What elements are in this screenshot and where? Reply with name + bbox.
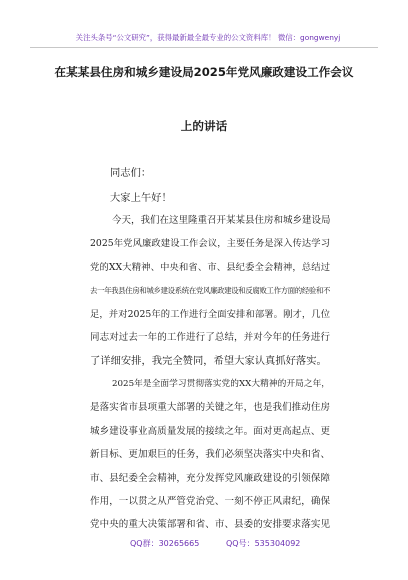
- paragraph-line: 党中央的重大决策部署和省、市、县委的安排要求落实见: [90, 519, 330, 530]
- document-title-continued: 上的讲话: [180, 119, 228, 133]
- paragraph-line: 2025年党风廉政建设工作会议，主要任务是深入传达学习: [90, 238, 330, 249]
- paragraph-line: 足，并对2025年的工作进行全面安排和部署。刚才，几位: [90, 309, 330, 320]
- greeting: 大家上午好！: [110, 192, 172, 204]
- paragraph-line: 市、县纪委全会精神，充分发挥党风廉政建设的引领保障: [90, 473, 330, 484]
- paragraph-line: 作用，一以贯之从严管党治党、一刻不停正风肃纪，确保: [90, 496, 330, 507]
- paragraph-line: 了详细安排，我完全赞同，希望大家认真抓好落实。: [90, 355, 327, 367]
- footer-qq-number: QQ号：535304092: [226, 539, 301, 548]
- paragraph-line: 是落实省市县项重大部署的关键之年，也是我们推动住房: [90, 402, 330, 413]
- paragraph-line: 同志对过去一年的工作进行了总结，并对今年的任务进行: [90, 332, 330, 343]
- salutation: 同志们：: [110, 167, 152, 179]
- paragraph-line: 去一年我县住房和城乡建设系统在党风廉政建设和反腐败工作方面的经验和不: [90, 286, 330, 295]
- paragraph-line: 今天，我们在这里隆重召开某某县住房和城乡建设局: [112, 215, 331, 226]
- footer-qq-group: QQ群：30265665: [130, 539, 200, 548]
- header-divider: [30, 47, 378, 48]
- document-title: 在某某县住房和城乡建设局2025年党风廉政建设工作会议: [54, 65, 354, 79]
- paragraph-line: 2025年是全面学习贯彻落实党的XX大精神的开局之年，: [112, 379, 330, 389]
- paragraph-line: 城乡建设事业高质量发展的接续之年。面对更高起点、更: [90, 426, 330, 437]
- header-notice: 关注头条号“公文研究”，获得最新最全最专业的公文资料库！ 微信：gongwenyj: [75, 33, 341, 42]
- paragraph-line: 新目标、更加艰巨的任务，我们必须坚决落实中央和省、: [90, 449, 330, 460]
- paragraph-line: 党的XX大精神、中央和省、市、县纪委全会精神，总结过: [90, 262, 330, 273]
